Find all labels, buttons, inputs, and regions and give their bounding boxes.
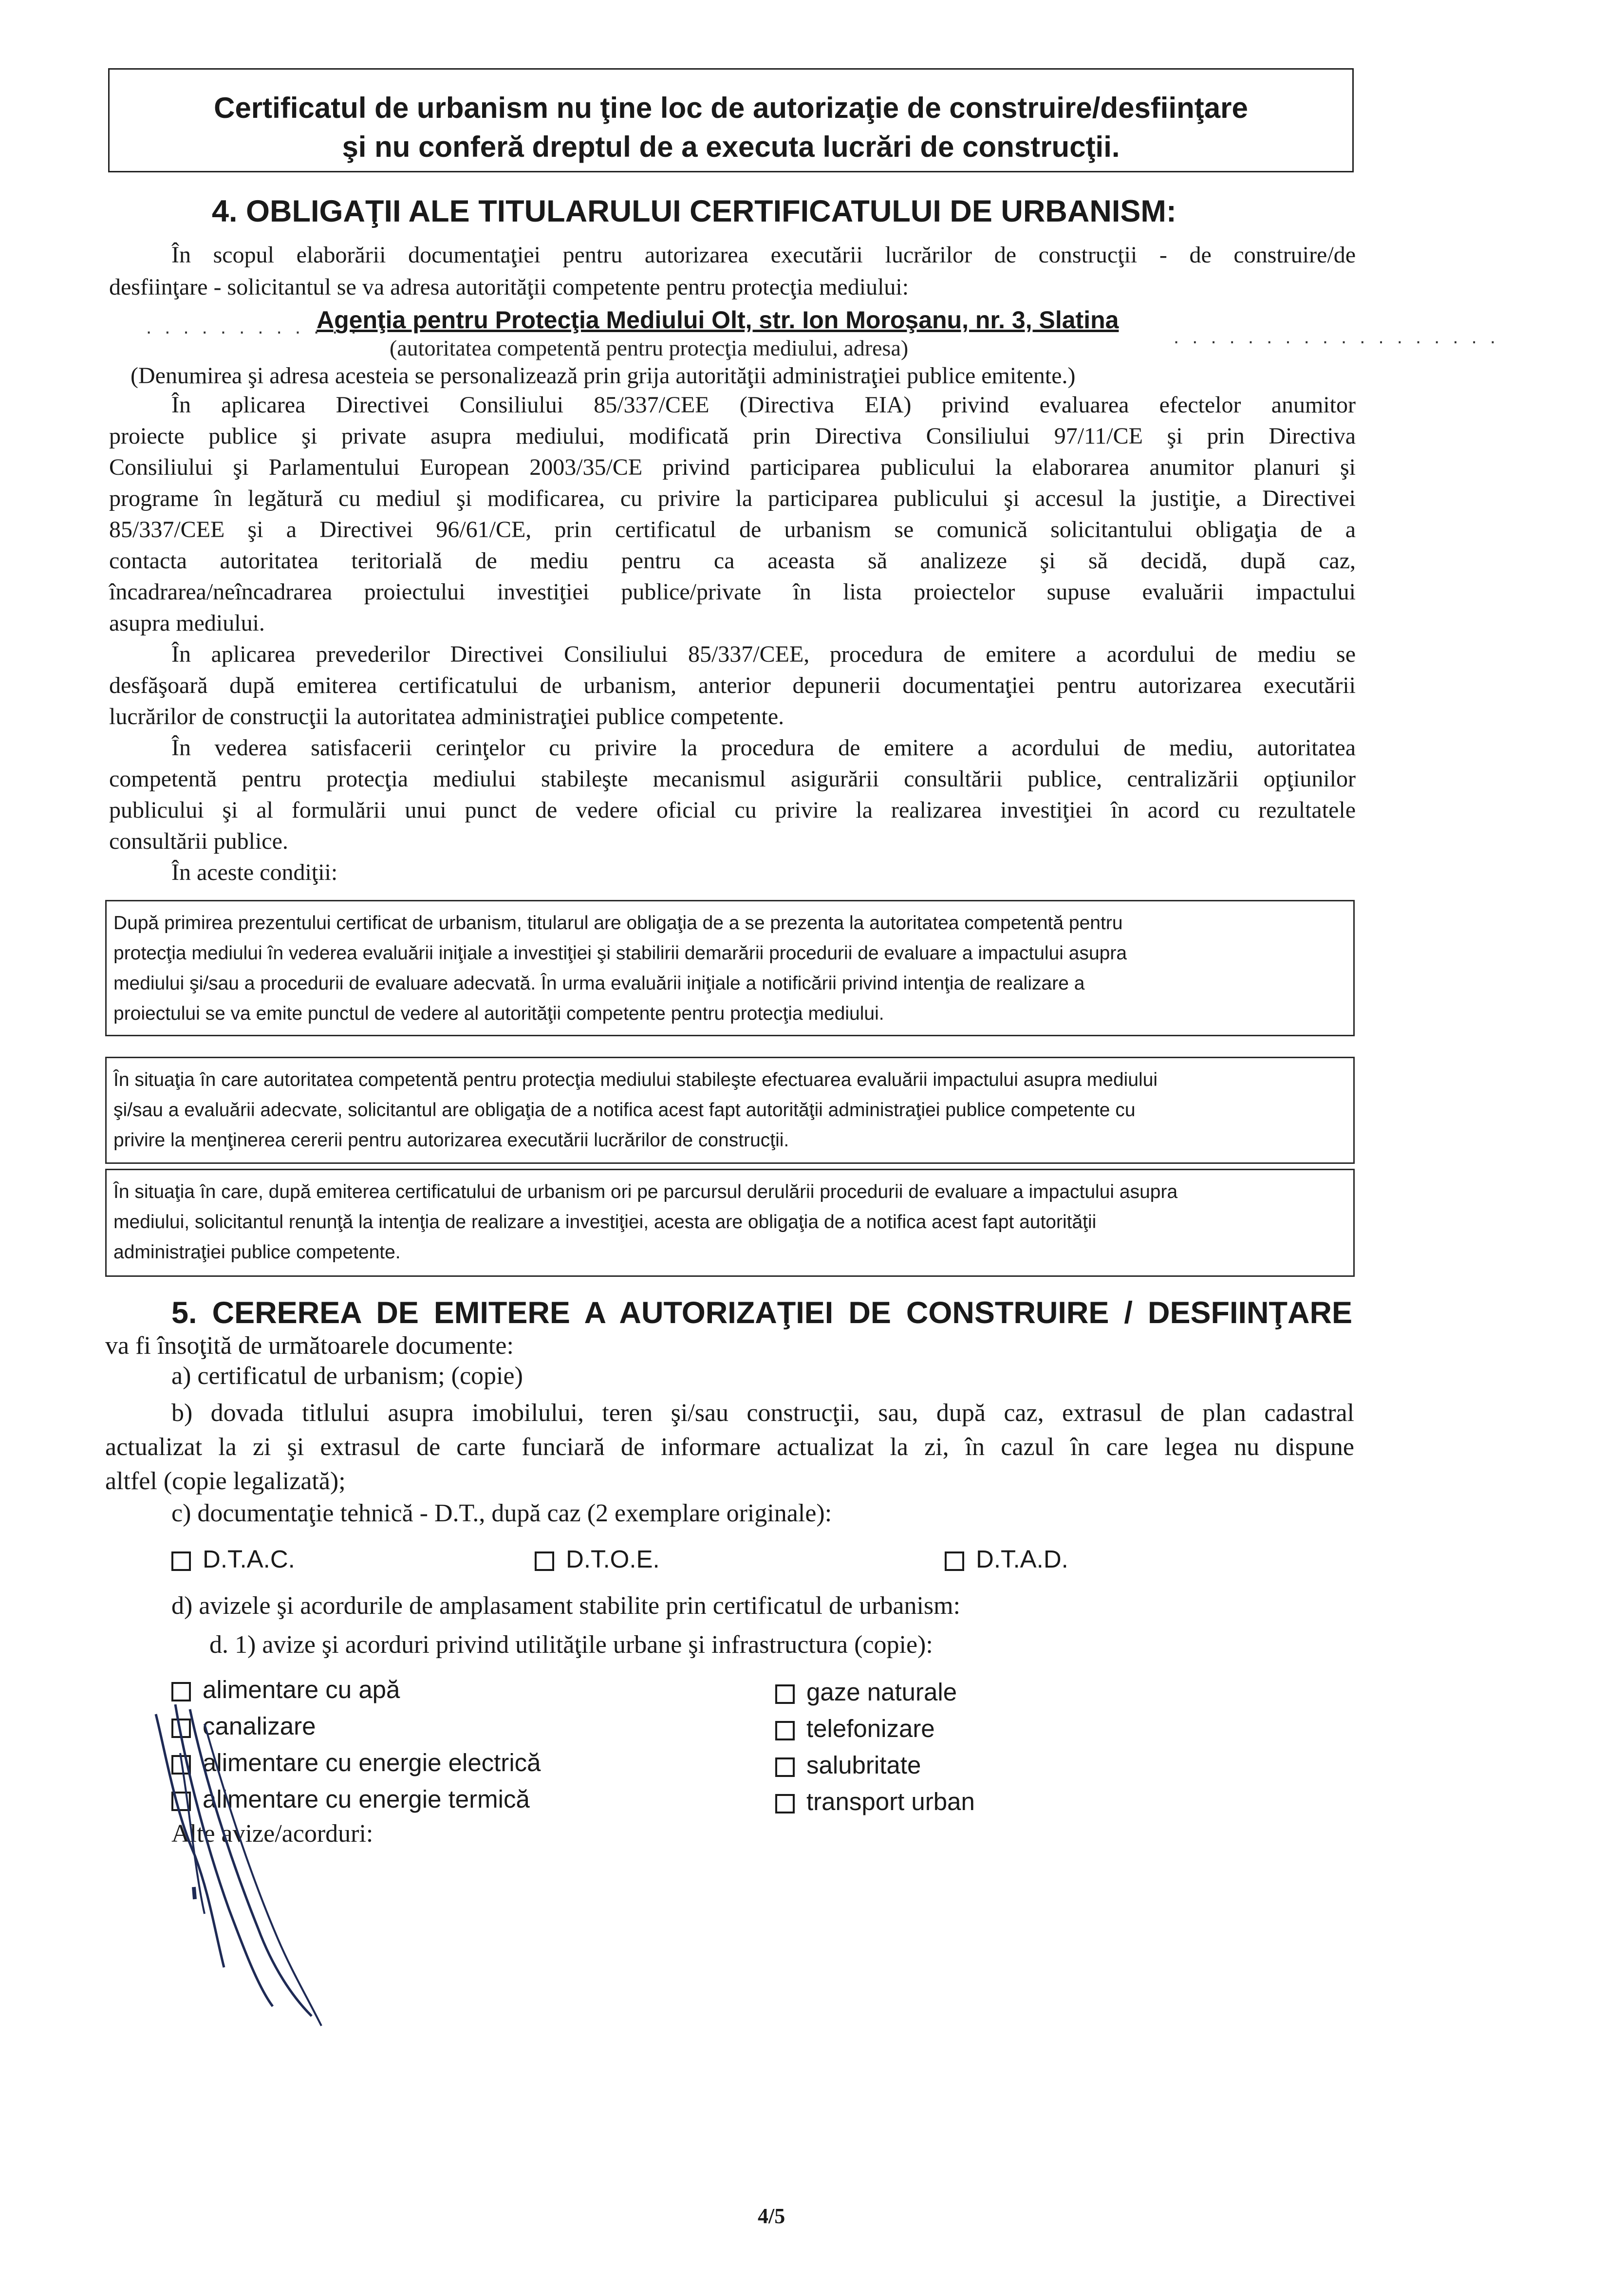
conditions-intro: În aceste condiţii: (171, 860, 338, 885)
intro-line: desfiinţare - solicitantul se va adresa autorităţii competente pentru protecţia mediului: (109, 274, 909, 300)
paragraph-line: asupra mediului. (109, 610, 265, 636)
authority-label: (autoritatea competentă pentru protecţia mediului, adresa) (390, 336, 909, 360)
dt-option[interactable] (535, 1545, 660, 1573)
utility-label: transport urban (806, 1788, 975, 1815)
accompanied-text: va fi însoţită de următoarele documente: (105, 1332, 514, 1360)
condition-box (105, 900, 1355, 1036)
condition-line: mediului, solicitantul renunţă la intenţia de realizare a investiţiei, acesta are obligaţia de a notifica acest fapt autorităţii (113, 1212, 1097, 1233)
condition-box (105, 1057, 1355, 1164)
section-5-heading: 5. CEREREA DE EMITERE A AUTORIZAŢIEI DE CONSTRUIRE / DESFIINŢARE (171, 1296, 1352, 1330)
condition-line: proiectului se va emite punctul de vedere al autorităţii competente pentru protecţia mediului. (113, 1003, 884, 1024)
checkbox-icon[interactable] (535, 1551, 554, 1571)
condition-line: În situaţia în care, după emiterea certificatului de urbanism ori pe parcursul derulării procedurii de evaluare a impactului asupra (113, 1181, 1178, 1202)
utility-label: gaze naturale (806, 1678, 957, 1706)
paragraph-line: consultării publice. (109, 828, 288, 854)
checkbox-icon[interactable] (171, 1551, 191, 1571)
utility-option[interactable] (775, 1678, 957, 1706)
paragraph-line: contacta autoritatea teritorială de mediu pentru ca aceasta să analizeze şi să decidă, după caz, (109, 548, 1356, 574)
dotted-leader: . . . . . . . . . . . . . . . . . . (1174, 326, 1499, 348)
paragraph-line: lucrărilor de construcţii la autoritatea administraţiei publice competente. (109, 704, 784, 729)
paragraph-line: proiecte publice şi private asupra mediului, modificată prin Directiva Consiliului 97/11/CE şi prin Directiva (109, 423, 1356, 449)
item-c: c) documentaţie tehnică - D.T., după caz (2 exemplare originale): (171, 1499, 832, 1527)
item-b-line: actualizat la zi şi extrasul de carte funciară de informare actualizat la zi, în cazul în care legea nu dispune (105, 1433, 1354, 1461)
condition-line: şi/sau a evaluării adecvate, solicitantul are obligaţia de a notifica acest fapt autorităţii administraţiei publice competente cu (113, 1100, 1136, 1121)
condition-line: După primirea prezentului certificat de urbanism, titularul are obligaţia de a se prezenta la autoritatea competentă pentru (113, 913, 1123, 934)
notice-line-2: şi nu conferă dreptul de a executa lucrări de construcţii. (342, 131, 1120, 163)
notice-line-1: Certificatul de urbanism nu ţine loc de autorizaţie de construire/desfiinţare (214, 92, 1248, 124)
paragraph-line: încadrarea/neîncadrarea proiectului investiţiei publice/private în lista proiectelor supuse evaluării impactului (109, 579, 1356, 605)
paragraph-line: Consiliului şi Parlamentului European 2003/35/CE privind participarea publicului la elaborarea anumitor planuri şi (109, 454, 1356, 480)
item-b-line: b) dovada titlului asupra imobilului, teren şi/sau construcţii, sau, după caz, extrasul de plan cadastral (171, 1399, 1354, 1427)
paragraph-line: În vederea satisfacerii cerinţelor cu privire la procedura de emitere a acordului de mediu, autoritatea (171, 735, 1356, 761)
other-approvals-label: Alte avize/acorduri: (171, 1820, 373, 1848)
condition-line: În situaţia în care autoritatea competentă pentru protecţia mediului stabileşte efectuarea evaluării impactului asupra mediului (113, 1069, 1158, 1090)
section-4-heading: 4. OBLIGAŢII ALE TITULARULUI CERTIFICATULUI DE URBANISM: (212, 194, 1176, 228)
paragraph-line: În aplicarea prevederilor Directivei Consiliului 85/337/CEE, procedura de emitere a acordului de mediu se (171, 641, 1356, 667)
dt-option-label: D.T.O.E. (566, 1545, 660, 1573)
condition-box (105, 1169, 1355, 1277)
dt-option-label: D.T.A.C. (203, 1545, 295, 1573)
paragraph-line: publicului şi al formulării unui punct de vedere oficial cu privire la realizarea investiţiei în acord cu rezultatele (109, 797, 1356, 823)
item-a: a) certificatul de urbanism; (copie) (171, 1362, 523, 1390)
condition-line: mediului şi/sau a procedurii de evaluare adecvată. În urma evaluării iniţiale a notificării privind intenţia de realizare a (113, 973, 1085, 994)
utility-label: salubritate (806, 1751, 921, 1779)
environment-agency: Agenţia pentru Protecţia Mediului Olt, str. Ion Moroşanu, nr. 3, Slatina (317, 306, 1119, 334)
item-b-line: altfel (copie legalizată); (105, 1467, 346, 1495)
intro-line: În scopul elaborării documentaţiei pentru autorizarea executării lucrărilor de construcţii - de construire/de (171, 242, 1356, 268)
utility-option[interactable] (775, 1714, 935, 1743)
utility-label: alimentare cu apă (203, 1676, 400, 1703)
condition-line: privire la menţinerea cererii pentru autorizarea executării lucrărilor de construcţii. (113, 1130, 789, 1151)
item-d1: d. 1) avize şi acorduri privind utilităţile urbane şi infrastructura (copie): (209, 1631, 933, 1659)
handwritten-strokes (146, 1695, 351, 2036)
condition-line: administraţiei publice competente. (113, 1242, 401, 1263)
paragraph-line: programe în legătură cu mediul şi modificarea, cu privire la participarea publicului şi accesul la justiţie, a Directivei (109, 486, 1356, 511)
utility-option[interactable] (775, 1751, 921, 1779)
dt-option[interactable] (171, 1545, 295, 1573)
personalize-note: (Denumirea şi adresa acesteia se personalizează prin grija autorităţii administraţiei publice emitente.) (131, 363, 1076, 389)
notice-box (108, 68, 1354, 172)
page-number: 4/5 (758, 2204, 785, 2228)
item-d: d) avizele şi acordurile de amplasament stabilite prin certificatul de urbanism: (171, 1592, 961, 1620)
checkbox-icon[interactable] (775, 1757, 795, 1777)
utility-label: telefonizare (806, 1715, 935, 1742)
utility-label: canalizare (203, 1712, 316, 1740)
checkbox-icon[interactable] (775, 1794, 795, 1813)
dt-option-label: D.T.A.D. (976, 1545, 1068, 1573)
checkbox-icon[interactable] (775, 1721, 795, 1740)
utility-label: alimentare cu energie termică (203, 1785, 530, 1813)
condition-line: protecţia mediului în vederea evaluării iniţiale a investiţiei şi stabilirii demarării procedurii de evaluare a impactului asupra (113, 943, 1127, 964)
paragraph-line: În aplicarea Directivei Consiliului 85/337/CEE (Directiva EIA) privind evaluarea efectelor anumitor (171, 392, 1356, 418)
paragraph-line: 85/337/CEE şi a Directivei 96/61/CE, prin certificatul de urbanism se comunică solicitantului obligaţia de a (109, 517, 1356, 542)
checkbox-icon[interactable] (945, 1551, 964, 1571)
checkbox-icon[interactable] (775, 1684, 795, 1704)
dotted-leader: . . . . . . . . . . . . (146, 317, 360, 338)
utility-label: alimentare cu energie electrică (203, 1749, 541, 1776)
dt-option[interactable] (945, 1545, 1068, 1573)
paragraph-line: desfăşoară după emiterea certificatului de urbanism, anterior depunerii documentaţiei pentru autorizarea executării (109, 673, 1356, 698)
utility-option[interactable] (775, 1787, 975, 1816)
paragraph-line: competentă pentru protecţia mediului stabileşte mecanismul asigurării consultării publice, centralizării opţiunilor (109, 766, 1356, 792)
